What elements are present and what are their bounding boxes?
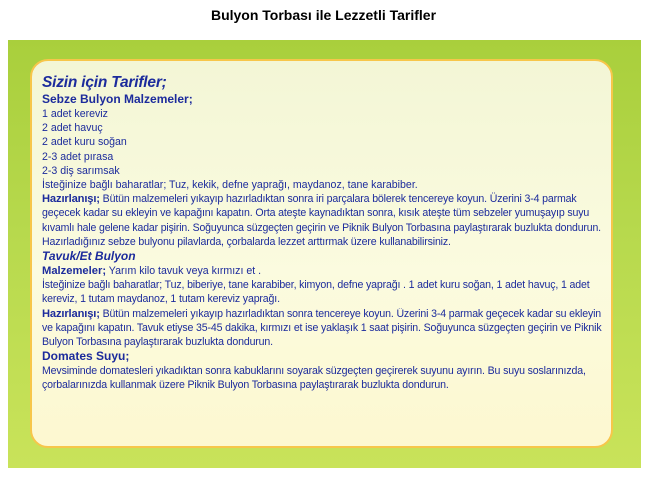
sebze-prep-text: Bütün malzemeleri yıkayıp hazırladıktan sonra iri parçalara bölerek tencereye koyun. Üzerini 3-4 parmak	[99, 193, 577, 206]
tavuk-prep-text: Bütün malzemeleri yıkayıp hazırladıktan sonra tencereye koyun. Üzerini 3-4 parmak geçecek kadar su ekleyin	[99, 307, 602, 320]
ingredient-item: 2-3 diş sarımsak	[42, 164, 120, 177]
tavuk-et-bulyon-title: Tavuk/Et Bulyon	[42, 249, 136, 264]
ingredient-item: İsteğinize bağlı baharatlar; Tuz, kekik, defne yaprağı, maydanoz, tane karabiber.	[42, 179, 418, 192]
page-title: Bulyon Torbası ile Lezzetli Tarifler	[210, 7, 437, 23]
tavuk-materials-text: Yarım kilo tavuk veya kırmızı et .	[106, 265, 262, 278]
tavuk-spice-line: kereviz, 1 tutam maydanoz, 1 tutam kereviz yaprağı.	[42, 293, 280, 306]
sebze-prep-line: geçecek kadar su ekleyin ve kapağını kapatın. Orta ateşte kaynadıktan sonra, kısık ateşte tüm sebzeler yumuşayıp suyu	[42, 207, 590, 220]
tavuk-materials-line	[42, 264, 601, 278]
ingredient-item: 2-3 adet pırasa	[42, 150, 114, 163]
tavuk-prep-line: Bulyon Torbasına paylaştırarak buzlukta dondurun.	[42, 336, 273, 349]
sebze-bulyon-title: Sebze Bulyon Malzemeler;	[42, 92, 193, 106]
ingredient-item: 2 adet havuç	[42, 122, 103, 135]
ingredient-item: 2 adet kuru soğan	[42, 136, 127, 149]
card-heading: Sizin için Tarifler;	[42, 74, 167, 91]
domates-suyu-title: Domates Suyu;	[42, 349, 130, 364]
sebze-prep-line: kıvamlı hale gelene kadar pişirin. Soğuyunca süzgeçten geçirin ve Piknik Bulyon Torbasına paylaştırarak buzlukta dondurun.	[42, 221, 601, 234]
tavuk-prep-label: Hazırlanışı;	[42, 307, 100, 320]
domates-line: Mevsiminde domatesleri yıkadıktan sonra kabuklarını soyarak süzgeçten geçirerek suyunu ayırın. Bu suyu soslarınızda,	[42, 365, 586, 378]
domates-line: çorbalarınızda kullanmak üzere Piknik Bulyon Torbasına paylaştırarak buzlukta dondurun.	[42, 379, 449, 392]
tavuk-spice-line: İsteğinize bağlı baharatlar; Tuz, biberiye, tane karabiber, kimyon, defne yaprağı . 1 adet kuru soğan, 1 adet havuç, 1 adet	[42, 279, 590, 292]
tavuk-prep-line: ve kapağını kapatın. Tavuk etiyse 35-45 dakika, kırmızı et ise yaklaşık 1 saat pişirin. Soğuyunca süzgeçten geçirin ve Piknik	[42, 321, 602, 334]
sebze-prep-line: Hazırladığınız sebze bulyonu pilavlarda, çorbalarda lezzet arttırmak üzere kullanabilirsiniz.	[42, 235, 451, 248]
ingredient-item: 1 adet kereviz	[42, 108, 108, 120]
sebze-prep-label: Hazırlanışı;	[42, 193, 100, 206]
sebze-prep-line	[42, 192, 601, 206]
recipe-card	[30, 59, 613, 448]
tavuk-prep-line	[42, 307, 600, 321]
tavuk-materials-label: Malzemeler;	[42, 265, 107, 278]
